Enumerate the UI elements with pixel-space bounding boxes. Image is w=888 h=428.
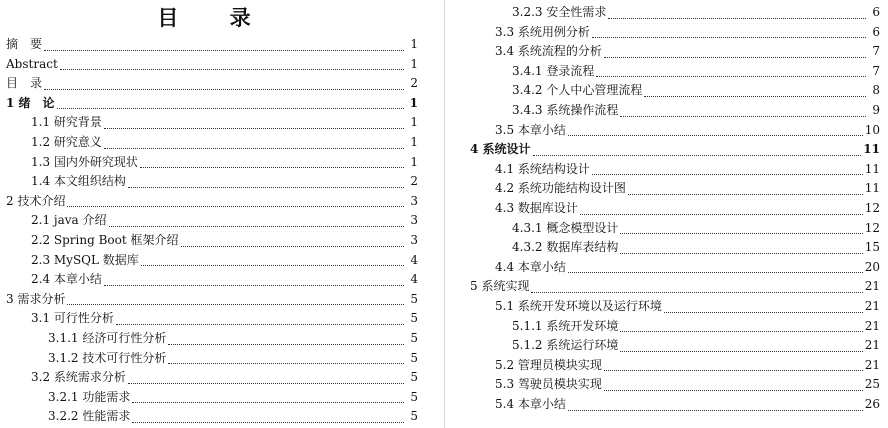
toc-entry-label: 1 绪 论 [6, 95, 55, 110]
toc-entry-page-number: 7 [872, 63, 880, 78]
dot-leader [568, 409, 863, 411]
toc-entry[interactable] [6, 290, 418, 310]
toc-entry-label: 3.4.2 个人中心管理流程 [512, 83, 643, 98]
toc-entry-label: 4.3 数据库设计 [495, 201, 578, 215]
toc-entry-label: 3 需求分析 [6, 291, 66, 306]
toc-entry-label: 3.4.1 登录流程 [512, 63, 595, 78]
toc-entry-page-number: 1 [410, 56, 418, 71]
toc-entry[interactable] [6, 251, 418, 271]
dot-leader [168, 362, 404, 364]
toc-entry-label: 3.2.3 安全性需求 [512, 5, 607, 19]
dot-leader [140, 166, 404, 168]
toc-entry-page-number: 11 [864, 181, 880, 196]
dot-leader [592, 173, 863, 175]
dot-leader [604, 389, 863, 391]
dot-leader [644, 95, 866, 97]
dot-leader [67, 205, 404, 207]
toc-entry-label: 3.1.1 经济可行性分析 [48, 331, 167, 345]
toc-entry-page-number: 11 [864, 161, 880, 176]
toc-entry-page-number: 21 [864, 338, 880, 353]
toc-entry[interactable] [6, 349, 418, 369]
toc-entry-page-number: 2 [410, 76, 418, 91]
toc-entry[interactable] [470, 395, 880, 415]
toc-entry[interactable] [470, 101, 880, 121]
toc-entry-label: 5.4 本章小结 [495, 397, 566, 411]
dot-leader [628, 193, 863, 195]
dot-leader [664, 311, 863, 313]
dot-leader [44, 49, 404, 51]
dot-leader [116, 323, 404, 325]
toc-entry-label: 1.1 研究背景 [31, 115, 102, 130]
toc-entry-label: 3.2.1 功能需求 [48, 389, 131, 404]
toc-entry[interactable] [6, 407, 418, 427]
toc-entry[interactable] [6, 35, 418, 55]
toc-entry-page-number: 8 [872, 83, 880, 98]
toc-entry-label: Abstract [6, 56, 58, 71]
dot-leader [620, 252, 862, 254]
toc-entry-label: 2.2 Spring Boot 框架介绍 [31, 233, 179, 247]
toc-entry-label: 4.3.2 数据库表结构 [512, 240, 619, 255]
toc-entry[interactable] [470, 336, 880, 356]
toc-entry-label: 3.4.3 系统操作流程 [512, 103, 619, 117]
toc-entry[interactable] [470, 258, 880, 278]
toc-entry[interactable] [470, 62, 880, 82]
dot-leader [128, 186, 404, 188]
toc-entry[interactable] [6, 270, 418, 290]
dot-leader [620, 330, 862, 332]
toc-entry-label: 摘 要 [6, 37, 43, 51]
toc-entry-label: 4.3.1 概念模型设计 [512, 220, 619, 235]
dot-leader [620, 115, 866, 117]
toc-entry-page-number: 9 [872, 103, 880, 117]
page-divider [444, 0, 445, 428]
toc-entry[interactable] [470, 219, 880, 239]
toc-entry[interactable] [6, 74, 418, 94]
toc-entry[interactable] [470, 81, 880, 101]
toc-entry[interactable] [6, 113, 418, 133]
toc-entry[interactable] [6, 388, 418, 408]
toc-entry-page-number: 3 [410, 233, 418, 247]
dot-leader [620, 350, 862, 352]
toc-entry[interactable] [6, 368, 418, 388]
dot-leader [141, 264, 404, 266]
toc-entry-page-number: 6 [872, 5, 880, 19]
toc-entry-page-number: 4 [410, 272, 418, 287]
toc-entry-label: 1.2 研究意义 [31, 135, 102, 149]
toc-entry-label: 3.5 本章小结 [495, 122, 566, 137]
toc-entry[interactable] [470, 42, 880, 62]
dot-leader [104, 127, 404, 129]
toc-entry-label: 5 系统实现 [470, 279, 530, 294]
toc-entry[interactable] [470, 121, 880, 141]
toc-entry-page-number: 2 [410, 174, 418, 189]
dot-leader [568, 134, 863, 136]
dot-leader [104, 147, 404, 149]
toc-entry-label: 5.3 驾驶员模块实现 [495, 377, 602, 392]
dot-leader [533, 154, 862, 156]
toc-entry-page-number: 5 [410, 370, 418, 385]
toc-entry-page-number: 21 [864, 318, 880, 333]
toc-entry[interactable] [470, 199, 880, 219]
dot-leader [132, 421, 404, 423]
toc-entry-page-number: 1 [410, 115, 418, 130]
dot-leader [168, 343, 404, 345]
toc-entry-label: 4 系统设计 [470, 142, 531, 157]
toc-entry[interactable] [470, 277, 880, 297]
toc-entry[interactable] [6, 192, 418, 212]
toc-entry-page-number: 10 [864, 122, 880, 137]
dot-leader [67, 303, 404, 305]
toc-entry-label: 2 技术介绍 [6, 193, 66, 208]
toc-entry-page-number: 21 [864, 357, 880, 372]
toc-entry-label: 3.1.2 技术可行性分析 [48, 350, 167, 365]
dot-leader [608, 17, 866, 19]
dot-leader [132, 401, 404, 403]
toc-entry-label: 1.3 国内外研究现状 [31, 154, 138, 169]
toc-entry-label: 4.4 本章小结 [495, 259, 566, 274]
toc-entry-page-number: 1 [410, 154, 418, 169]
toc-entry-page-number: 11 [863, 142, 880, 157]
toc-entry-label: 4.2 系统功能结构设计图 [495, 181, 626, 196]
dot-leader [568, 271, 863, 273]
toc-entry-label: 2.4 本章小结 [31, 272, 102, 287]
toc-entry[interactable] [6, 231, 418, 251]
dot-leader [44, 88, 404, 90]
toc-entry[interactable] [6, 94, 418, 114]
toc-entry-page-number: 25 [864, 377, 880, 392]
toc-entry-label: 3.1 可行性分析 [31, 311, 114, 326]
toc-entry-page-number: 1 [409, 95, 418, 110]
toc-entry-label: 2.3 MySQL 数据库 [31, 252, 139, 267]
toc-entry-label: 2.1 java 介绍 [31, 213, 107, 228]
toc-entry[interactable] [6, 172, 418, 192]
dot-leader [620, 232, 862, 234]
toc-entry-page-number: 12 [864, 220, 880, 235]
toc-entry-page-number: 3 [410, 213, 418, 228]
toc-entry-page-number: 5 [410, 409, 418, 424]
toc-entry-label: 1.4 本文组织结构 [31, 174, 126, 189]
toc-entry-page-number: 5 [410, 389, 418, 404]
toc-entry-label: 3.3 系统用例分析 [495, 24, 590, 39]
dot-leader [60, 68, 404, 70]
toc-entry[interactable] [470, 375, 880, 395]
toc-entry-label: 5.1.2 系统运行环境 [512, 338, 619, 353]
toc-entry-page-number: 21 [864, 299, 880, 313]
dot-leader [596, 75, 866, 77]
toc-title: 目 录 [157, 5, 273, 30]
toc-entry[interactable] [470, 179, 880, 199]
toc-entry-label: 5.1.1 系统开发环境 [512, 318, 619, 333]
toc-entry[interactable] [470, 297, 880, 317]
dot-leader [104, 284, 404, 286]
toc-entry-page-number: 15 [864, 240, 880, 255]
toc-entry-page-number: 5 [410, 291, 418, 306]
dot-leader [604, 369, 863, 371]
toc-entry-label: 3.2 系统需求分析 [31, 370, 126, 385]
toc-entry[interactable] [470, 238, 880, 258]
toc-entry-page-number: 5 [410, 331, 418, 345]
toc-entry-page-number: 20 [864, 259, 880, 274]
toc-entry-label: 5.2 管理员模块实现 [495, 357, 602, 372]
toc-entry-label: 3.4 系统流程的分析 [495, 44, 602, 59]
toc-entry[interactable] [470, 317, 880, 337]
toc-entry-label: 3.2.2 性能需求 [48, 409, 131, 424]
toc-entry[interactable] [6, 133, 418, 153]
toc-entry-label: 4.1 系统结构设计 [495, 161, 590, 176]
toc-entry-page-number: 21 [864, 279, 880, 294]
dot-leader [604, 56, 866, 58]
toc-entry-page-number: 26 [864, 397, 880, 411]
toc-entry[interactable] [470, 3, 880, 23]
toc-entry-label: 目 录 [6, 76, 43, 91]
toc-entry-page-number: 3 [410, 193, 418, 208]
toc-entry[interactable] [470, 23, 880, 43]
toc-entry[interactable] [6, 211, 418, 231]
toc-entry-page-number: 7 [872, 44, 880, 59]
toc-entry-page-number: 5 [410, 350, 418, 365]
dot-leader [592, 36, 866, 38]
toc-entry[interactable] [470, 356, 880, 376]
dot-leader [580, 213, 863, 215]
dot-leader [128, 382, 404, 384]
toc-entry[interactable] [6, 55, 418, 75]
toc-entry-page-number: 4 [410, 252, 418, 267]
toc-entry[interactable] [6, 329, 418, 349]
toc-entry[interactable] [6, 153, 418, 173]
dot-leader [57, 107, 404, 109]
toc-entry[interactable] [470, 140, 880, 160]
toc-entry-page-number: 6 [872, 24, 880, 39]
toc-entry-page-number: 12 [864, 201, 880, 215]
toc-entry-label: 5.1 系统开发环境以及运行环境 [495, 299, 662, 313]
dot-leader [181, 245, 404, 247]
toc-entry[interactable] [6, 309, 418, 329]
toc-entry-page-number: 1 [410, 37, 418, 51]
dot-leader [109, 225, 404, 227]
toc-entry-page-number: 1 [410, 135, 418, 149]
toc-entry-page-number: 5 [410, 311, 418, 326]
toc-entry[interactable] [470, 160, 880, 180]
dot-leader [531, 291, 862, 293]
